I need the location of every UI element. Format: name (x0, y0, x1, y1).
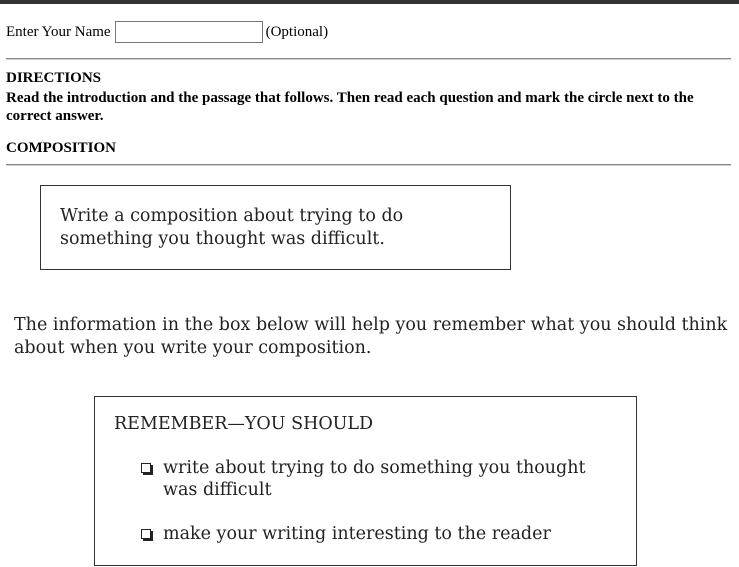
name-entry-row (6, 20, 328, 44)
remember-item (139, 457, 619, 501)
composition-prompt-text: Write a composition about trying to do something you thought was difficult. (60, 206, 404, 249)
remember-item-text: write about trying to do something you thought was difficult (163, 458, 586, 500)
remember-box (94, 396, 637, 566)
remember-item-text: make your writing interesting to the reader (163, 524, 551, 544)
composition-prompt-box (40, 185, 511, 270)
checkbox-icon (141, 463, 151, 473)
optional-note: (Optional) (265, 23, 329, 40)
directions-heading: DIRECTIONS (6, 70, 102, 86)
remember-heading: REMEMBER—YOU SHOULD (114, 414, 374, 434)
composition-heading: COMPOSITION (6, 140, 117, 156)
name-label: Enter Your Name (6, 23, 111, 40)
checkbox-icon (141, 529, 151, 539)
name-input[interactable] (115, 21, 263, 43)
top-border-bar (0, 0, 739, 4)
divider-top (6, 58, 731, 60)
info-paragraph: The information in the box below will help you remember what you should think about when you write your composition. (14, 315, 728, 358)
remember-item (139, 523, 619, 545)
directions-text: Read the introduction and the passage that follows. Then read each question and mark the circle next to the correct answer. (6, 90, 694, 124)
divider-composition (6, 164, 731, 166)
